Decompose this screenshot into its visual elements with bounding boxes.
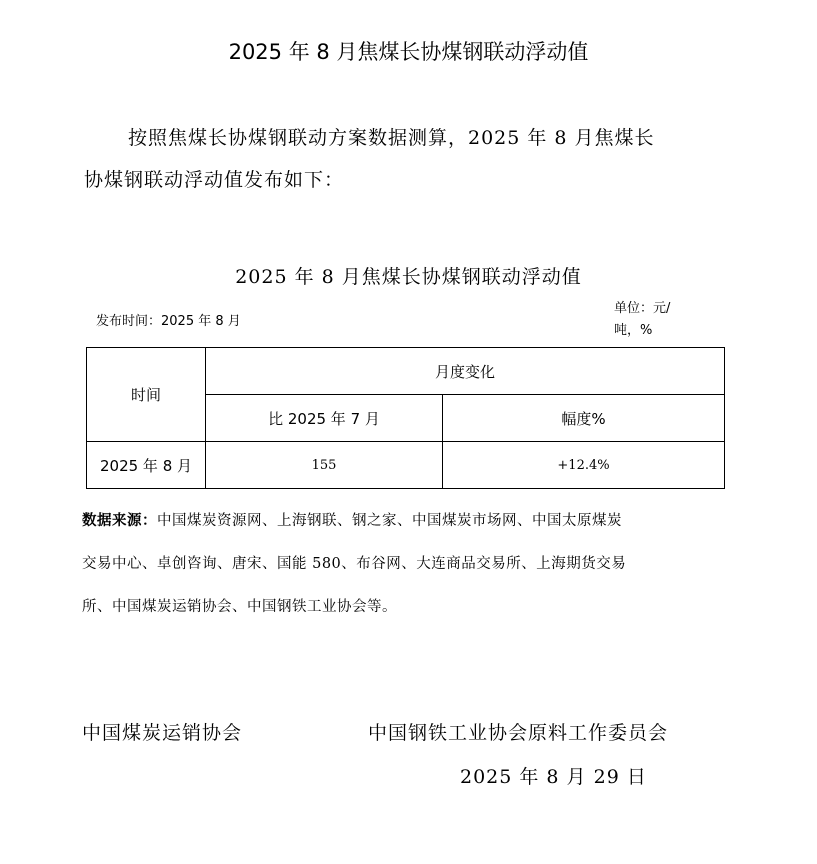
publish-time-label: 发布时间： <box>96 314 162 329</box>
document-title: 2025 年 8 月焦煤长协煤钢联动浮动值 <box>228 40 589 64</box>
publish-time-value: 2025 年 8 月 <box>161 314 241 329</box>
source-line-3: 所、中国煤炭运销协会、中国钢铁工业协会等。 <box>82 599 397 615</box>
row-vs-prev: 155 <box>206 442 443 489</box>
footer-org-steel: 中国钢铁工业协会原料工作委员会 <box>368 722 669 744</box>
unit-label: 单位：元/吨，% <box>614 301 671 338</box>
publish-time <box>96 312 241 332</box>
row-rate: +12.4% <box>443 442 725 489</box>
table-title: 2025 年 8 月焦煤长协煤钢联动浮动值 <box>235 266 582 288</box>
footer-org-coal: 中国煤炭运销协会 <box>82 722 243 744</box>
source-label: 数据来源： <box>82 513 157 529</box>
row-period: 2025 年 8 月 <box>87 442 206 489</box>
header-vs-prev: 比 2025 年 7 月 <box>206 395 443 442</box>
header-time: 时间 <box>87 348 206 442</box>
intro-line-2: 协煤钢联动浮动值发布如下： <box>84 169 345 191</box>
source-line-2: 交易中心、卓创咨询、唐宋、国能 580、布谷网、大连商品交易所、上海期货交易 <box>82 556 627 572</box>
data-table <box>86 347 725 489</box>
header-rate: 幅度% <box>443 395 725 442</box>
intro-line-1: 按照焦煤长协煤钢联动方案数据测算，2025 年 8 月焦煤长 <box>128 127 655 149</box>
footer-date: 2025 年 8 月 29 日 <box>460 766 647 788</box>
table-row <box>87 442 725 489</box>
source-line-1 <box>82 510 622 532</box>
source-text-1: 中国煤炭资源网、上海钢联、钢之家、中国煤炭市场网、中国太原煤炭 <box>157 513 622 529</box>
header-monthly-change: 月度变化 <box>206 348 725 395</box>
